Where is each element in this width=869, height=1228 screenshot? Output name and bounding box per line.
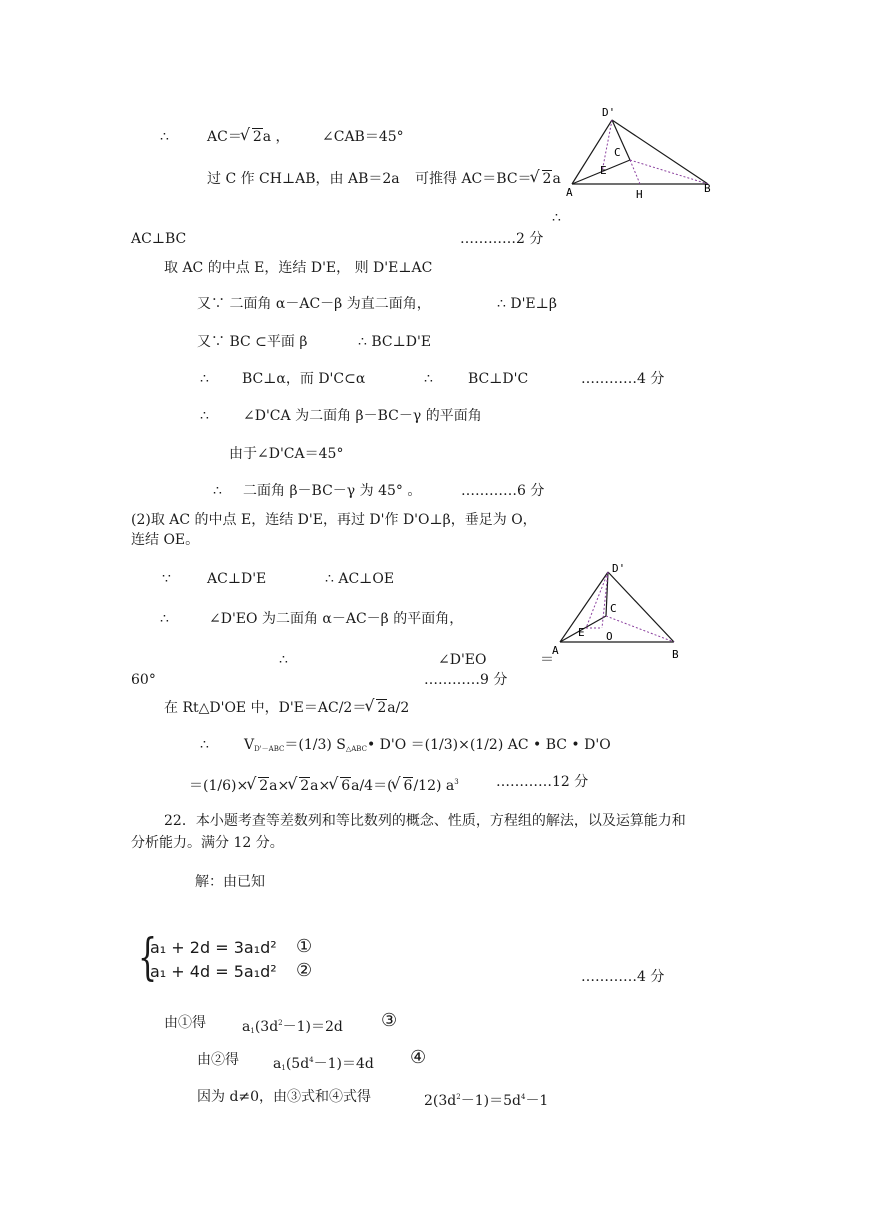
ac-perp-bc: AC⊥BC: [131, 231, 187, 247]
solution-start: 解：由已知: [195, 874, 265, 890]
midpoint-e-text: 取 AC 的中点 E，连结 D'E， 则 D'E⊥AC: [164, 260, 433, 276]
score-marker: …………4 分: [581, 371, 665, 387]
sixty-degrees: 60°: [131, 672, 156, 688]
tetrahedron-figure-2: [548, 560, 698, 665]
de-length-statement: 在 Rt△D'OE 中，D'E＝AC/2＝√ 2a/2: [164, 699, 409, 717]
therefore-symbol: ∴: [200, 737, 209, 753]
label-o: O: [606, 630, 613, 643]
because-symbol: ∵: [162, 571, 171, 587]
angle-cab-statement: ∠CAB＝45°: [322, 129, 404, 145]
label-c: C: [610, 602, 617, 615]
circled-three: ③: [381, 1010, 398, 1031]
score-marker: …………4 分: [581, 969, 665, 985]
tetrahedron-figure-1: [560, 100, 720, 210]
edge-db: [608, 572, 674, 642]
label-d: D': [612, 562, 626, 575]
de-perp-beta: ∴ D'E⊥β: [497, 296, 557, 312]
label-e: E: [578, 626, 585, 639]
dihedral-statement: 又∵ 二面角 α－AC－β 为直二面角，: [197, 296, 431, 312]
problem-22-intro: 22．本小题考查等差数列和等比数列的概念、性质，方程组的解法，以及运算能力和: [164, 813, 686, 829]
plane-angle-statement: ∠D'CA 为二面角 β－BC－γ 的平面角: [243, 408, 482, 424]
edge-cb: [606, 616, 674, 642]
label-a: A: [566, 186, 573, 199]
label-e: E: [600, 164, 607, 177]
score-marker: …………2 分: [460, 231, 544, 247]
score-marker: …………12 分: [496, 774, 589, 790]
eq3-expression: $a_1(3d^2-1)=2d$: [242, 1019, 343, 1035]
label-d: D': [602, 106, 616, 119]
label-a: A: [552, 644, 559, 657]
label-h: H: [636, 188, 643, 201]
angle-deo-label: ∠D'EO: [438, 652, 487, 668]
edge-cb: [630, 160, 708, 184]
therefore-symbol: ∴: [424, 371, 433, 387]
left-brace: {: [138, 928, 158, 986]
bc-in-beta: 又∵ BC ⊂平面 β: [197, 334, 308, 350]
volume-computation: ＝(1/6)×√ 2a×√ 2a×√ 6a/4＝(√ 6/12) $a^3$: [189, 773, 459, 795]
label-b: B: [672, 648, 679, 661]
from-eq1: 由①得: [164, 1015, 206, 1031]
label-c: C: [614, 146, 621, 159]
therefore-symbol: ∴: [200, 408, 209, 424]
from-eq2: 由②得: [197, 1052, 239, 1068]
therefore-symbol: ∴: [552, 210, 561, 226]
dihedral-result: 二面角 β－BC－γ 为 45° 。: [243, 483, 422, 499]
therefore-symbol: ∴: [279, 652, 288, 668]
therefore-symbol: ∴: [160, 611, 169, 627]
problem-22-intro-cont: 分析能力。满分 12 分。: [131, 835, 284, 851]
combined-equation: $2(3d^2-1)=5d^4-1$: [424, 1093, 549, 1109]
equation-1: a₁ + 2d = 3a₁d²: [150, 938, 277, 957]
combine-statement: 因为 d≠0，由③式和④式得: [197, 1089, 372, 1105]
angle-deo-statement: ∠D'EO 为二面角 α－AC－β 的平面角，: [209, 611, 464, 627]
ac-perp-oe: ∴ AC⊥OE: [325, 571, 395, 587]
circled-one: ①: [296, 936, 313, 957]
part2-construction: (2)取 AC 的中点 E，连结 D'E，再过 D'作 D'O⊥β，垂足为 O，: [131, 512, 537, 528]
therefore-symbol: ∴: [213, 483, 222, 499]
equation-system: [138, 928, 338, 990]
edge-dc: [606, 572, 608, 616]
volume-formula: $V_{D'-ABC}=(1/3)$ $S_{\triangle ABC}•$ D'O ＝(1/3)×(1/2) AC • BC • D'O: [244, 737, 611, 753]
circled-two: ②: [296, 960, 313, 981]
bc-perp-de: ∴ BC⊥D'E: [358, 334, 432, 350]
connect-oe: 连结 OE。: [131, 532, 200, 548]
circled-four: ④: [410, 1047, 427, 1068]
construction-ch-text: 过 C 作 CH⊥AB，由 AB＝2a: [207, 171, 400, 187]
bc-perp-alpha: BC⊥α，而 D'C⊂α: [242, 371, 366, 387]
eq4-expression: $a_1(5d^4-1)=4d$: [273, 1056, 374, 1072]
ac-perp-de: AC⊥D'E: [207, 571, 267, 587]
equation-2: a₁ + 4d = 5a₁d²: [150, 962, 277, 981]
bc-perp-dc: BC⊥D'C: [468, 371, 529, 387]
equals-sign: ＝: [540, 652, 554, 668]
label-b: B: [704, 182, 711, 195]
angle-dca-value: 由于∠D'CA＝45°: [229, 446, 344, 462]
therefore-symbol: ∴: [160, 129, 169, 145]
segment-ch: [630, 160, 640, 184]
score-marker: …………9 分: [424, 672, 508, 688]
ac-length-statement: AC＝√ 2a ，: [207, 128, 290, 146]
therefore-symbol: ∴: [200, 371, 209, 387]
ac-bc-deduction: 可推得 AC＝BC＝√ 2a: [415, 170, 561, 188]
score-marker: …………6 分: [461, 483, 545, 499]
